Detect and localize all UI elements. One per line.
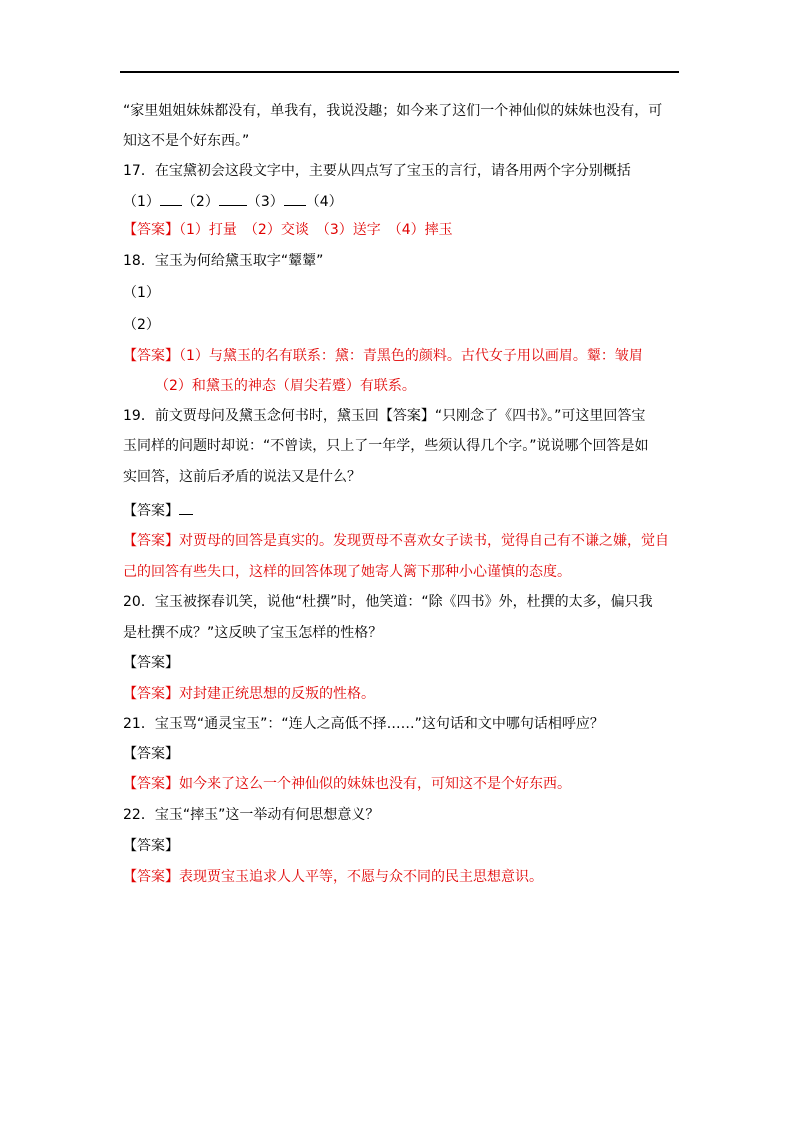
header-rule (120, 71, 679, 73)
question-19-line-1 (123, 408, 645, 424)
blank-label-4: （4） (305, 194, 343, 210)
question-17-blanks (123, 193, 343, 210)
answer-19-blank[interactable] (179, 502, 193, 515)
intro-quote-line-1: “家里姐姐妹妹都没有，单我有，我说没趣；如今来了这们一个神仙似的妹妹也没有，可 (123, 103, 663, 119)
answer-label: 【答案】 (123, 776, 179, 792)
question-22: 22．宝玉“摔玉”这一举动有何思想意义？ (123, 807, 380, 823)
answer-20 (123, 686, 375, 702)
question-19-line-2: 玉同样的问题时却说：“不曾读，只上了一年学，些须认得几个字。”说说哪个回答是如 (123, 438, 649, 454)
question-21: 21．宝玉骂“通灵宝玉”：“连人之高低不择……”这句话和文中哪句话相呼应？ (123, 716, 604, 732)
answer-label: 【答案】 (123, 533, 179, 549)
answer-19-text-1: 对贾母的回答是真实的。发现贾母不喜欢女子读书，觉得自己有不谦之嫌，觉自 (179, 533, 669, 549)
answer-22-prompt: 【答案】 (123, 838, 179, 854)
answer-label: 【答案】 (123, 686, 179, 702)
fill-blank-2[interactable] (219, 193, 247, 206)
intro-quote-line-2: 知这不是个好东西。” (123, 133, 250, 149)
answer-21 (123, 776, 571, 792)
blank-label-2: （2） (181, 194, 219, 210)
question-19-line-3: 实回答，这前后矛盾的说法又是什么？ (123, 469, 361, 485)
answer-17-text: （1）打量 （2）交谈 （3）送字 （4）摔玉 (179, 222, 453, 238)
answer-20-text: 对封建正统思想的反叛的性格。 (179, 686, 375, 702)
inline-answer-label: 【答案】 (378, 408, 435, 424)
question-17: 17．在宝黛初会这段文字中，主要从四点写了宝玉的言行，请各用两个字分别概括 (123, 163, 631, 179)
question-20-line-1: 20．宝玉被探春讥笑，说他“杜撰”时，他笑道：“除《四书》外，杜撰的太多，偏只我 (123, 594, 653, 610)
answer-label: 【答案】 (123, 503, 179, 519)
question-20-line-2: 是杜撰不成？”这反映了宝玉怎样的性格？ (123, 625, 383, 641)
blank-label-3: （3） (246, 194, 284, 210)
fill-blank-1[interactable] (160, 193, 182, 206)
answer-18-line-1 (123, 348, 643, 364)
answer-18-text-1: （1）与黛玉的名有联系：黛：青黑色的颜料。古代女子用以画眉。颦：皱眉 (179, 348, 643, 364)
question-19-text-a: 19．前文贾母问及黛玉念何书时，黛玉回 (123, 408, 379, 424)
answer-17 (123, 222, 453, 238)
answer-22-text: 表现贾宝玉追求人人平等，不愿与众不同的民主思想意识。 (179, 869, 543, 885)
question-18-sub-2: （2） (123, 317, 160, 333)
answer-20-prompt: 【答案】 (123, 655, 179, 671)
question-19-text-b: “只刚念了《四书》。”可这里回答宝 (434, 408, 646, 424)
answer-21-text: 如今来了这么一个神仙似的妹妹也没有，可知这不是个好东西。 (179, 776, 571, 792)
answer-19-line-2: 己的回答有些失口，这样的回答体现了她寄人篱下那种小心谨慎的态度。 (123, 564, 571, 580)
answer-18-line-2: （2）和黛玉的神态（眉尖若蹙）有联系。 (155, 378, 416, 394)
fill-blank-3[interactable] (284, 193, 306, 206)
answer-21-prompt: 【答案】 (123, 746, 179, 762)
answer-22 (123, 869, 543, 885)
answer-label: 【答案】 (123, 869, 179, 885)
answer-label: 【答案】 (123, 348, 179, 364)
answer-label: 【答案】 (123, 222, 179, 238)
question-18-sub-1: （1） (123, 285, 160, 301)
question-18: 18．宝玉为何给黛玉取字“颦颦” (123, 253, 324, 269)
answer-19-prompt (123, 502, 193, 519)
blank-label-1: （1） (123, 194, 160, 210)
answer-19-line-1 (123, 533, 669, 549)
